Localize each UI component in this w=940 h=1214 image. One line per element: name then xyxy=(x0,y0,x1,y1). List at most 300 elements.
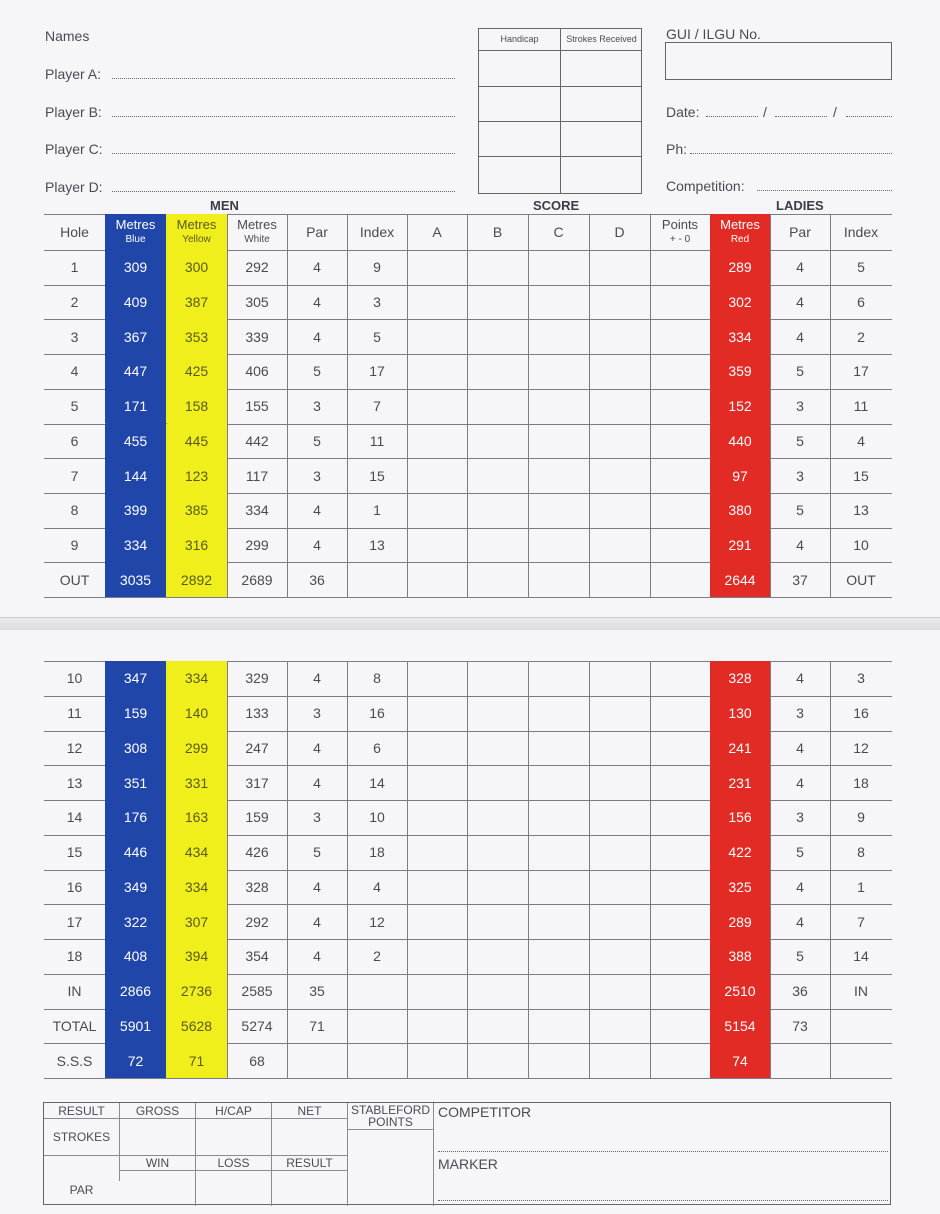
cell-ladies-par: 4 xyxy=(796,878,804,895)
cell-points-entry[interactable] xyxy=(650,974,710,1009)
cell-red: 152 xyxy=(710,389,770,424)
player-b-label: Player B: xyxy=(45,104,102,120)
cell-points-entry[interactable] xyxy=(650,800,710,835)
cell-points-entry[interactable] xyxy=(650,493,710,528)
cell-blue: 349 xyxy=(105,870,166,905)
cell-points-entry[interactable] xyxy=(650,354,710,389)
header-ladies-par: Par xyxy=(789,224,811,240)
cell-score-b-entry[interactable] xyxy=(467,285,528,320)
header-points xyxy=(650,214,710,250)
strokes-label: STROKES xyxy=(52,1130,111,1144)
player-b-field[interactable] xyxy=(112,116,455,117)
cell-ladies-index xyxy=(830,1009,892,1044)
cell-score-a-entry[interactable] xyxy=(407,319,467,354)
cell-red: 359 xyxy=(710,354,770,389)
cell-ladies-par: 4 xyxy=(796,259,804,276)
cell-score-c-entry[interactable] xyxy=(528,528,589,563)
cell-score-a-entry[interactable] xyxy=(407,939,467,974)
cell-red: 2510 xyxy=(710,974,770,1009)
cell-ladies-index: 2 xyxy=(857,328,865,345)
cell-score-a-entry[interactable] xyxy=(407,424,467,459)
cell-points-entry[interactable] xyxy=(650,765,710,800)
cell-score-d-entry[interactable] xyxy=(589,354,650,389)
hcap-label: H/CAP xyxy=(215,1104,252,1118)
cell-score-c-entry[interactable] xyxy=(528,835,589,870)
cell-red: 241 xyxy=(710,731,770,766)
men-section-title: MEN xyxy=(210,198,239,213)
cell-ladies-index: 6 xyxy=(857,294,865,311)
cell-score-b-entry[interactable] xyxy=(467,731,528,766)
cell-score-b-entry[interactable] xyxy=(467,800,528,835)
date-sep-2: / xyxy=(833,104,837,120)
cell-white: 426 xyxy=(245,844,269,861)
cell-blue: 455 xyxy=(105,424,166,459)
cell-points-entry[interactable] xyxy=(650,458,710,493)
cell-score-d-entry[interactable] xyxy=(589,800,650,835)
cell-score-c-entry[interactable] xyxy=(528,939,589,974)
cell-index: 6 xyxy=(373,739,381,756)
marker-field[interactable] xyxy=(438,1200,888,1201)
cell-par: 4 xyxy=(313,774,321,791)
cell-score-c-entry[interactable] xyxy=(528,870,589,905)
cell-score-d-entry[interactable] xyxy=(589,974,650,1009)
cell-white: 5274 xyxy=(241,1017,273,1034)
gross-label: GROSS xyxy=(135,1104,180,1118)
cell-index: 5 xyxy=(373,328,381,345)
cell-ladies-par: 5 xyxy=(796,502,804,519)
cell-score-b-entry[interactable] xyxy=(467,661,528,696)
cell-score-c-entry[interactable] xyxy=(528,1009,589,1044)
cell-points-entry[interactable] xyxy=(650,389,710,424)
cell-yellow: 2736 xyxy=(166,974,227,1009)
cell-par: 5 xyxy=(313,844,321,861)
cell-score-a-entry[interactable] xyxy=(407,528,467,563)
cell-score-a-entry[interactable] xyxy=(407,1009,467,1044)
cell-index: 11 xyxy=(369,432,385,449)
cell-ladies-index: 3 xyxy=(857,670,865,687)
cell-index: 3 xyxy=(373,294,381,311)
player-d-field[interactable] xyxy=(112,191,455,192)
cell-points-entry[interactable] xyxy=(650,939,710,974)
cell-yellow: 353 xyxy=(166,319,227,354)
cell-white: 305 xyxy=(245,294,269,311)
cell-ladies-par: 4 xyxy=(796,294,804,311)
header-white xyxy=(227,214,287,250)
cell-par: 4 xyxy=(313,294,321,311)
date-month-field[interactable] xyxy=(775,116,827,117)
cell-yellow: 71 xyxy=(166,1043,227,1078)
cell-score-b-entry[interactable] xyxy=(467,250,528,285)
cell-score-c-entry[interactable] xyxy=(528,731,589,766)
cell-blue: 171 xyxy=(105,389,166,424)
cell-ladies-par: 4 xyxy=(796,536,804,553)
cell-par: 3 xyxy=(313,809,321,826)
ladies-section-title: LADIES xyxy=(776,198,824,213)
cell-score-b-entry[interactable] xyxy=(467,562,528,597)
cell-red: 334 xyxy=(710,319,770,354)
stableford-label: STABLEFORD POINTS xyxy=(350,1103,431,1129)
header-hole: Hole xyxy=(60,224,89,240)
cell-red: 5154 xyxy=(710,1009,770,1044)
cell-points-entry[interactable] xyxy=(650,285,710,320)
cell-score-b-entry[interactable] xyxy=(467,870,528,905)
cell-hole: 14 xyxy=(66,809,83,826)
cell-red: 422 xyxy=(710,835,770,870)
cell-blue: 144 xyxy=(105,458,166,493)
handicap-grid[interactable] xyxy=(478,28,642,194)
cell-hole: IN xyxy=(67,983,82,1000)
cell-par: 3 xyxy=(313,705,321,722)
cell-par xyxy=(287,1043,347,1078)
cell-points-entry[interactable] xyxy=(650,1009,710,1044)
cell-white: 68 xyxy=(249,1052,265,1069)
header-index: Index xyxy=(359,224,395,240)
cell-score-d-entry[interactable] xyxy=(589,458,650,493)
cell-hole: 4 xyxy=(70,363,79,380)
cell-yellow: 425 xyxy=(166,354,227,389)
cell-score-c-entry[interactable] xyxy=(528,974,589,1009)
competitor-field[interactable] xyxy=(438,1151,888,1152)
cell-par: 4 xyxy=(313,948,321,965)
cell-white: 117 xyxy=(245,467,269,484)
cell-par: 3 xyxy=(313,398,321,415)
cell-yellow: 394 xyxy=(166,939,227,974)
cell-ladies-par: 4 xyxy=(796,328,804,345)
header-points-sub: + - 0 xyxy=(669,234,691,245)
marker-label: MARKER xyxy=(438,1156,498,1172)
cell-index: 1 xyxy=(373,502,381,519)
cell-blue: 399 xyxy=(105,493,166,528)
header-points-top: Points xyxy=(661,217,699,232)
cell-hole: 3 xyxy=(70,328,79,345)
cell-index: 14 xyxy=(369,774,385,791)
cell-ladies-par: 5 xyxy=(796,948,804,965)
cell-points-entry[interactable] xyxy=(650,319,710,354)
cell-score-b-entry[interactable] xyxy=(467,904,528,939)
cell-score-c-entry[interactable] xyxy=(528,250,589,285)
cell-white: 292 xyxy=(245,259,269,276)
cell-red: 289 xyxy=(710,904,770,939)
cell-white: 2585 xyxy=(241,983,273,1000)
cell-ladies-index: IN xyxy=(854,983,868,1000)
cell-hole: 13 xyxy=(66,774,83,791)
cell-white: 442 xyxy=(245,432,269,449)
date-day-field[interactable] xyxy=(706,116,758,117)
cell-par: 4 xyxy=(313,878,321,895)
cell-ladies-par: 3 xyxy=(796,705,804,722)
cell-ladies-index: 16 xyxy=(853,705,869,722)
cell-yellow: 158 xyxy=(166,389,227,424)
cell-yellow: 299 xyxy=(166,731,227,766)
cell-ladies-index: 14 xyxy=(853,948,869,965)
header-blue-top: Metres xyxy=(115,217,156,232)
cell-red: 388 xyxy=(710,939,770,974)
par-label: PAR xyxy=(69,1183,94,1197)
cell-points-entry[interactable] xyxy=(650,696,710,731)
cell-index xyxy=(347,974,407,1009)
names-label: Names xyxy=(45,28,90,44)
cell-score-d-entry[interactable] xyxy=(589,765,650,800)
cell-score-a-entry[interactable] xyxy=(407,250,467,285)
cell-ladies-index xyxy=(830,1043,892,1078)
cell-par: 4 xyxy=(313,328,321,345)
cell-hole: 9 xyxy=(70,536,79,553)
cell-score-b-entry[interactable] xyxy=(467,1009,528,1044)
player-d-label: Player D: xyxy=(45,179,103,195)
cell-index xyxy=(347,1009,407,1044)
cell-points-entry[interactable] xyxy=(650,661,710,696)
cell-score-c-entry[interactable] xyxy=(528,493,589,528)
cell-score-d-entry[interactable] xyxy=(589,493,650,528)
cell-hole: 17 xyxy=(66,913,83,930)
cell-score-a-entry[interactable] xyxy=(407,354,467,389)
cell-score-b-entry[interactable] xyxy=(467,458,528,493)
date-year-field[interactable] xyxy=(846,116,892,117)
cell-hole: 6 xyxy=(70,432,79,449)
cell-blue: 351 xyxy=(105,765,166,800)
header-blue-sub: Blue xyxy=(125,234,146,245)
win-label: WIN xyxy=(145,1156,170,1170)
cell-score-c-entry[interactable] xyxy=(528,661,589,696)
cell-blue: 347 xyxy=(105,661,166,696)
cell-index: 4 xyxy=(373,878,381,895)
gui-label: GUI / ILGU No. xyxy=(666,26,761,42)
ph-label: Ph: xyxy=(666,141,688,157)
cell-index xyxy=(347,1043,407,1078)
cell-score-c-entry[interactable] xyxy=(528,800,589,835)
cell-index: 18 xyxy=(369,844,385,861)
cell-white: 292 xyxy=(245,913,269,930)
cell-score-d-entry[interactable] xyxy=(589,1009,650,1044)
player-c-field[interactable] xyxy=(112,153,455,154)
cell-yellow: 140 xyxy=(166,696,227,731)
cell-score-a-entry[interactable] xyxy=(407,285,467,320)
cell-par: 4 xyxy=(313,259,321,276)
cell-blue: 367 xyxy=(105,319,166,354)
cell-hole: 2 xyxy=(70,294,79,311)
cell-score-d-entry[interactable] xyxy=(589,319,650,354)
header-ladies-index: Index xyxy=(843,224,879,240)
cell-red: 74 xyxy=(710,1043,770,1078)
result-box xyxy=(43,1102,891,1205)
cell-score-b-entry[interactable] xyxy=(467,493,528,528)
cell-points-entry[interactable] xyxy=(650,424,710,459)
cell-index: 10 xyxy=(369,809,385,826)
cell-points-entry[interactable] xyxy=(650,250,710,285)
strokes-received-label: Strokes Received xyxy=(566,34,637,44)
cell-score-a-entry[interactable] xyxy=(407,493,467,528)
cell-hole: 12 xyxy=(66,739,83,756)
cell-ladies-par: 4 xyxy=(796,670,804,687)
cell-index: 12 xyxy=(369,913,385,930)
cell-score-c-entry[interactable] xyxy=(528,904,589,939)
cell-par: 4 xyxy=(313,670,321,687)
player-a-field[interactable] xyxy=(112,78,455,79)
cell-score-b-entry[interactable] xyxy=(467,835,528,870)
cell-blue: 3035 xyxy=(105,562,166,597)
cell-score-a-entry[interactable] xyxy=(407,835,467,870)
handicap-label: Handicap xyxy=(500,34,539,44)
cell-points-entry[interactable] xyxy=(650,731,710,766)
cell-hole: 15 xyxy=(66,844,83,861)
cell-score-a-entry[interactable] xyxy=(407,904,467,939)
cell-score-b-entry[interactable] xyxy=(467,528,528,563)
cell-yellow: 5628 xyxy=(166,1009,227,1044)
cell-yellow: 123 xyxy=(166,458,227,493)
gui-number-field[interactable] xyxy=(665,42,892,80)
cell-index: 15 xyxy=(369,467,385,484)
cell-score-d-entry[interactable] xyxy=(589,285,650,320)
cell-score-d-entry[interactable] xyxy=(589,528,650,563)
cell-yellow: 300 xyxy=(166,250,227,285)
cell-score-a-entry[interactable] xyxy=(407,562,467,597)
result-2-label: RESULT xyxy=(286,1156,333,1170)
cell-points-entry[interactable] xyxy=(650,835,710,870)
cell-score-d-entry[interactable] xyxy=(589,389,650,424)
cell-blue: 5901 xyxy=(105,1009,166,1044)
cell-yellow: 2892 xyxy=(166,562,227,597)
cell-ladies-par: 3 xyxy=(796,467,804,484)
cell-score-c-entry[interactable] xyxy=(528,765,589,800)
cell-score-c-entry[interactable] xyxy=(528,424,589,459)
cell-hole: 11 xyxy=(67,705,82,722)
cell-ladies-par: 4 xyxy=(796,913,804,930)
cell-hole: 18 xyxy=(66,948,83,965)
cell-index: 2 xyxy=(373,948,381,965)
cell-score-b-entry[interactable] xyxy=(467,354,528,389)
cell-points-entry[interactable] xyxy=(650,528,710,563)
header-yellow-top: Metres xyxy=(176,217,217,232)
cell-index: 17 xyxy=(369,363,385,380)
competition-field[interactable] xyxy=(757,190,892,191)
cell-score-a-entry[interactable] xyxy=(407,458,467,493)
cell-hole: 5 xyxy=(70,398,79,415)
cell-score-b-entry[interactable] xyxy=(467,765,528,800)
cell-white: 354 xyxy=(245,948,269,965)
cell-ladies-index: 8 xyxy=(857,844,865,861)
cell-score-b-entry[interactable] xyxy=(467,319,528,354)
cell-ladies-index: 7 xyxy=(857,913,865,930)
cell-red: 97 xyxy=(710,458,770,493)
cell-ladies-par: 3 xyxy=(796,809,804,826)
cell-score-a-entry[interactable] xyxy=(407,389,467,424)
cell-white: 299 xyxy=(245,536,269,553)
cell-score-d-entry[interactable] xyxy=(589,1043,650,1078)
cell-score-d-entry[interactable] xyxy=(589,696,650,731)
cell-score-a-entry[interactable] xyxy=(407,731,467,766)
cell-score-a-entry[interactable] xyxy=(407,765,467,800)
cell-par: 4 xyxy=(313,502,321,519)
cell-par: 4 xyxy=(313,913,321,930)
player-a-label: Player A: xyxy=(45,66,102,82)
cell-score-d-entry[interactable] xyxy=(589,250,650,285)
cell-score-d-entry[interactable] xyxy=(589,731,650,766)
date-label: Date: xyxy=(666,104,700,120)
cell-ladies-index: 11 xyxy=(853,398,869,415)
cell-ladies-par xyxy=(770,1043,830,1078)
cell-score-b-entry[interactable] xyxy=(467,696,528,731)
player-c-label: Player C: xyxy=(45,141,103,157)
cell-red: 302 xyxy=(710,285,770,320)
cell-yellow: 387 xyxy=(166,285,227,320)
cell-score-c-entry[interactable] xyxy=(528,1043,589,1078)
cell-score-c-entry[interactable] xyxy=(528,389,589,424)
cell-points-entry[interactable] xyxy=(650,562,710,597)
cell-score-a-entry[interactable] xyxy=(407,800,467,835)
cell-white: 2689 xyxy=(241,571,273,588)
cell-score-d-entry[interactable] xyxy=(589,562,650,597)
cell-score-c-entry[interactable] xyxy=(528,285,589,320)
competitor-label: COMPETITOR xyxy=(438,1104,532,1120)
cell-blue: 446 xyxy=(105,835,166,870)
cell-blue: 409 xyxy=(105,285,166,320)
cell-hole: OUT xyxy=(59,571,90,588)
cell-score-d-entry[interactable] xyxy=(589,870,650,905)
cell-score-c-entry[interactable] xyxy=(528,458,589,493)
cell-score-c-entry[interactable] xyxy=(528,562,589,597)
cell-ladies-par: 4 xyxy=(796,774,804,791)
cell-score-b-entry[interactable] xyxy=(467,974,528,1009)
cell-points-entry[interactable] xyxy=(650,1043,710,1078)
cell-points-entry[interactable] xyxy=(650,904,710,939)
cell-score-c-entry[interactable] xyxy=(528,696,589,731)
header-score-a: A xyxy=(432,224,442,240)
cell-par: 35 xyxy=(309,983,325,1000)
header-white-top: Metres xyxy=(237,217,277,232)
cell-score-a-entry[interactable] xyxy=(407,870,467,905)
cell-score-d-entry[interactable] xyxy=(589,904,650,939)
header-blue xyxy=(105,214,166,250)
cell-score-b-entry[interactable] xyxy=(467,424,528,459)
cell-white: 247 xyxy=(245,739,269,756)
ph-field[interactable] xyxy=(690,153,892,154)
header-yellow xyxy=(166,214,227,250)
cell-ladies-par: 5 xyxy=(796,844,804,861)
cell-score-c-entry[interactable] xyxy=(528,354,589,389)
cell-blue: 72 xyxy=(105,1043,166,1078)
cell-ladies-index: 15 xyxy=(853,467,869,484)
cell-score-d-entry[interactable] xyxy=(589,835,650,870)
cell-index: 8 xyxy=(373,670,381,687)
cell-points-entry[interactable] xyxy=(650,870,710,905)
cell-yellow: 334 xyxy=(166,870,227,905)
cell-score-d-entry[interactable] xyxy=(589,661,650,696)
cell-white: 159 xyxy=(245,809,269,826)
cell-ladies-index: 13 xyxy=(853,502,869,519)
cell-ladies-par: 36 xyxy=(792,983,808,1000)
cell-hole: 8 xyxy=(70,502,79,519)
cell-score-b-entry[interactable] xyxy=(467,1043,528,1078)
cell-blue: 447 xyxy=(105,354,166,389)
cell-index: 16 xyxy=(369,705,385,722)
cell-score-c-entry[interactable] xyxy=(528,319,589,354)
loss-label: LOSS xyxy=(217,1156,250,1170)
cell-ladies-par: 5 xyxy=(796,363,804,380)
cell-score-a-entry[interactable] xyxy=(407,696,467,731)
cell-score-d-entry[interactable] xyxy=(589,424,650,459)
cell-score-b-entry[interactable] xyxy=(467,939,528,974)
header-par: Par xyxy=(306,224,328,240)
cell-score-a-entry[interactable] xyxy=(407,661,467,696)
cell-score-a-entry[interactable] xyxy=(407,1043,467,1078)
cell-score-a-entry[interactable] xyxy=(407,974,467,1009)
cell-red: 156 xyxy=(710,800,770,835)
cell-score-b-entry[interactable] xyxy=(467,389,528,424)
cell-red: 440 xyxy=(710,424,770,459)
cell-par: 71 xyxy=(309,1017,325,1034)
cell-score-d-entry[interactable] xyxy=(589,939,650,974)
cell-yellow: 334 xyxy=(166,661,227,696)
